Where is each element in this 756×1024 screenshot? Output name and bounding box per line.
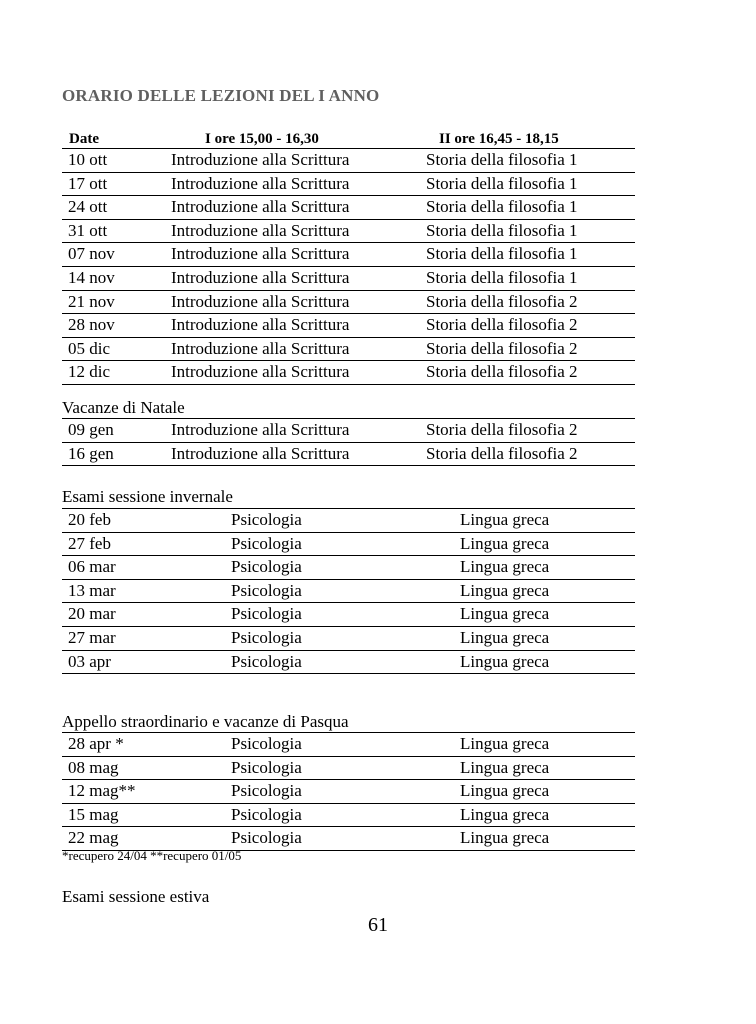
table-row [62, 556, 635, 580]
row-date: 28 nov [68, 315, 115, 335]
block2-rows [62, 419, 635, 466]
row-col1: Introduzione alla Scrittura [171, 267, 350, 287]
row-date: 20 mar [68, 604, 116, 624]
page-number: 61 [368, 914, 388, 936]
row-col1: Introduzione alla Scrittura [171, 197, 350, 217]
row-date: 12 mag** [68, 781, 136, 801]
header-date: Date [69, 131, 99, 147]
row-col2: Lingua greca [460, 557, 550, 577]
header-col2: II ore 16,45 - 18,15 [439, 131, 559, 147]
row-col2: Lingua greca [460, 533, 550, 553]
row-date: 22 mag [68, 828, 119, 848]
row-col2: Lingua greca [460, 781, 550, 801]
table-row [62, 580, 635, 604]
row-date: 10 ott [68, 150, 108, 169]
row-date: 03 apr [68, 651, 111, 671]
table-row [62, 419, 635, 443]
block3-rows [62, 509, 635, 674]
row-col1: Introduzione alla Scrittura [171, 150, 350, 169]
row-date: 27 feb [68, 533, 111, 553]
row-date: 07 nov [68, 244, 115, 264]
row-col2: Storia della filosofia 1 [426, 197, 578, 217]
table-row [62, 149, 635, 173]
row-col1: Introduzione alla Scrittura [171, 362, 350, 382]
row-col2: Lingua greca [460, 651, 550, 671]
row-col1: Psicologia [231, 604, 302, 624]
table-row [62, 804, 635, 828]
table-row [62, 196, 635, 220]
table-row [62, 627, 635, 651]
row-col1: Psicologia [231, 804, 302, 824]
section-label-natale: Vacanze di Natale [62, 398, 185, 417]
table-row [62, 509, 635, 533]
row-col1: Psicologia [231, 828, 302, 848]
row-date: 31 ott [68, 220, 108, 240]
table-row [62, 733, 635, 757]
row-col1: Introduzione alla Scrittura [171, 315, 350, 335]
block1-rows [62, 149, 635, 385]
row-col2: Storia della filosofia 2 [426, 443, 578, 463]
page-title: ORARIO DELLE LEZIONI DEL I ANNO [62, 86, 380, 105]
schedule-table-lessons [62, 128, 635, 385]
row-col1: Psicologia [231, 734, 302, 753]
row-col2: Storia della filosofia 1 [426, 173, 578, 193]
row-date: 21 nov [68, 291, 115, 311]
table-row [62, 757, 635, 781]
row-col2: Lingua greca [460, 804, 550, 824]
row-col2: Storia della filosofia 1 [426, 267, 578, 287]
table-row [62, 291, 635, 315]
table-row [62, 443, 635, 467]
table-row [62, 338, 635, 362]
row-col1: Psicologia [231, 627, 302, 647]
section-label-estiva: Esami sessione estiva [62, 887, 210, 906]
row-col2: Storia della filosofia 2 [426, 338, 578, 358]
row-date: 14 nov [68, 267, 115, 287]
row-date: 27 mar [68, 627, 116, 647]
row-date: 16 gen [68, 443, 114, 463]
table-row [62, 267, 635, 291]
row-date: 05 dic [68, 338, 111, 358]
row-col1: Psicologia [231, 757, 302, 777]
row-col1: Psicologia [231, 580, 302, 600]
row-col2: Lingua greca [460, 828, 550, 848]
section-label-invernale: Esami sessione invernale [62, 487, 233, 506]
row-date: 06 mar [68, 557, 116, 577]
row-date: 28 apr * [68, 734, 124, 753]
schedule-table-winter-exams [62, 508, 635, 674]
row-col2: Lingua greca [460, 604, 550, 624]
table-row [62, 243, 635, 267]
row-col2: Storia della filosofia 1 [426, 220, 578, 240]
table-row [62, 780, 635, 804]
row-col1: Psicologia [231, 510, 302, 529]
row-col2: Lingua greca [460, 734, 550, 753]
table-row [62, 533, 635, 557]
row-date: 08 mag [68, 757, 119, 777]
row-col1: Introduzione alla Scrittura [171, 338, 350, 358]
table-row [62, 651, 635, 675]
row-date: 20 feb [68, 510, 111, 529]
header-col1: I ore 15,00 - 16,30 [205, 131, 319, 147]
row-col1: Introduzione alla Scrittura [171, 443, 350, 463]
row-col2: Lingua greca [460, 757, 550, 777]
row-col1: Introduzione alla Scrittura [171, 420, 350, 439]
row-col2: Storia della filosofia 2 [426, 420, 578, 439]
schedule-table-january [62, 418, 635, 466]
row-date: 17 ott [68, 173, 108, 193]
row-date: 13 mar [68, 580, 116, 600]
row-date: 12 dic [68, 362, 111, 382]
row-col2: Lingua greca [460, 627, 550, 647]
row-col2: Storia della filosofia 1 [426, 150, 578, 169]
row-col1: Psicologia [231, 557, 302, 577]
row-date: 09 gen [68, 420, 114, 439]
row-col1: Psicologia [231, 533, 302, 553]
row-col2: Storia della filosofia 1 [426, 244, 578, 264]
row-col2: Storia della filosofia 2 [426, 362, 578, 382]
row-date: 15 mag [68, 804, 119, 824]
block4-rows [62, 733, 635, 851]
footnote: *recupero 24/04 **recupero 01/05 [62, 848, 242, 863]
schedule-table-easter [62, 732, 635, 851]
table-row [62, 361, 635, 385]
row-col2: Lingua greca [460, 510, 550, 529]
row-col2: Lingua greca [460, 580, 550, 600]
row-col2: Storia della filosofia 2 [426, 291, 578, 311]
row-col1: Introduzione alla Scrittura [171, 291, 350, 311]
row-col2: Storia della filosofia 2 [426, 315, 578, 335]
table-row [62, 603, 635, 627]
row-col1: Introduzione alla Scrittura [171, 220, 350, 240]
row-col1: Introduzione alla Scrittura [171, 173, 350, 193]
section-label-pasqua: Appello straordinario e vacanze di Pasqua [62, 712, 349, 731]
row-col1: Psicologia [231, 781, 302, 801]
table-row [62, 314, 635, 338]
row-date: 24 ott [68, 197, 108, 217]
table-row [62, 173, 635, 197]
table-row [62, 220, 635, 244]
row-col1: Introduzione alla Scrittura [171, 244, 350, 264]
row-col1: Psicologia [231, 651, 302, 671]
table-header-row [62, 128, 635, 149]
